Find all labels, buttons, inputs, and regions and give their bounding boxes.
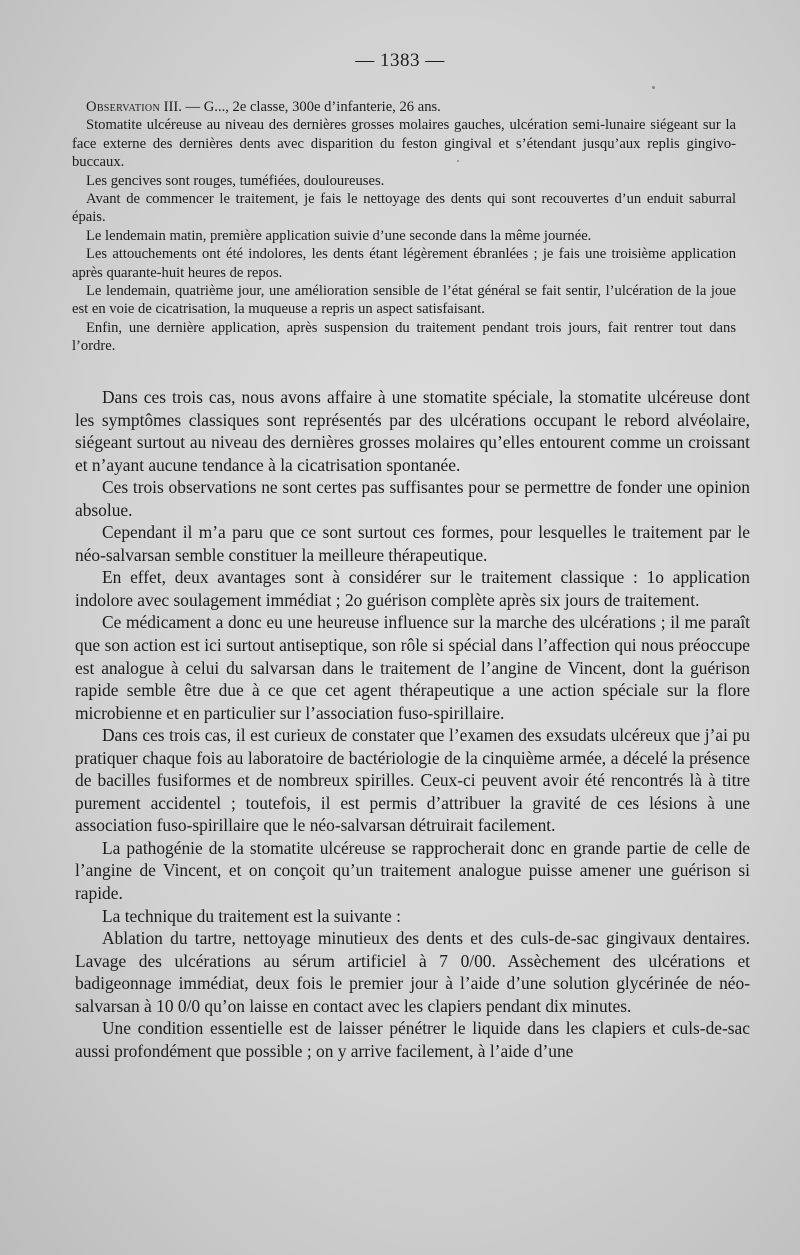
body-paragraph: La pathogénie de la stomatite ulcéreuse se rapprocherait donc en grande partie de celle de l’angine de Vincent, et on conçoit qu’un traitement analogue puisse amener une guérison si rapide.: [75, 837, 750, 904]
paper-speck: [652, 86, 655, 89]
body-paragraph: Dans ces trois cas, il est curieux de constater que l’examen des exsudats ulcéreux que j’ai pu pratiquer chaque fois au laboratoire de bactériologie de la cinquième armée, a décelé la présence de bacilles fusiformes et de nombreux spirilles. Ceux-ci peuvent avoir été rencontrés là à titre purement accidentel ; toutefois, il est permis d’attribuer la gravité de ces lésions à une association fuso-spirillaire que le néo-salvarsan détruirait facilement.: [75, 725, 750, 836]
body-paragraph: En effet, deux avantages sont à considérer sur le traitement classique : 1o application indolore avec soulagement immédiat ; 2o guérison complète après six jours de traitement.: [75, 567, 750, 610]
observation-paragraph: Stomatite ulcéreuse au niveau des dernières grosses molaires gauches, ulcération semi-lunaire siégeant sur la face externe des dernières dents avec disparition du feston gingival et s’étendant jusqu’aux replis gingivo-buccaux.: [72, 117, 736, 171]
observation-block: [72, 98, 736, 356]
observation-label: Observation: [86, 99, 160, 115]
observation-paragraph: Avant de commencer le traitement, je fais le nettoyage des dents qui sont recouvertes d’un enduit saburral épais.: [72, 191, 736, 226]
body-paragraph: Une condition essentielle est de laisser pénétrer le liquide dans les clapiers et culs-de-sac aussi profondément que possible ; on y arrive facilement, à l’aide d’une: [75, 1018, 750, 1061]
observation-paragraph: Le lendemain matin, première application suivie d’une seconde dans la même journée.: [86, 227, 592, 244]
body-paragraph: Cependant il m’a paru que ce sont surtout ces formes, pour lesquelles le traitement par le néo-salvarsan semble constituer la meilleure thérapeutique.: [75, 522, 750, 565]
page-number: — 1383 —: [355, 50, 445, 71]
body-paragraph: Ce médicament a donc eu une heureuse influence sur la marche des ulcérations ; il me paraît que son action est ici surtout antiseptique, son rôle si spécial dans l’affection qui nous préoccupe est analogue à celui du salvarsan dans le traitement de l’angine de Vincent, dont la guérison rapide semble être due à ce que cet agent thérapeutique a une action spéciale sur la flore microbienne et en particulier sur l’association fuso-spirillaire.: [75, 612, 750, 723]
observation-paragraph: Les attouchements ont été indolores, les dents étant légèrement ébranlées ; je fais une troisième application après quarante-huit heures de repos.: [72, 246, 736, 281]
body-paragraph: Dans ces trois cas, nous avons affaire à une stomatite spéciale, la stomatite ulcéreuse dont les symptômes classiques sont représentés par des ulcérations occupant le rebord alvéolaire, siégeant surtout au niveau des dernières grosses molaires qu’elles entourent comme un croissant et n’ayant aucune tendance à la cicatrisation spontanée.: [75, 387, 750, 475]
body-paragraph: Ablation du tartre, nettoyage minutieux des dents et des culs-de-sac gingivaux dentaires. Lavage des ulcérations au sérum artificiel à 7 0/00. Assèchement des ulcérations et badigeonnage immédiat, deux fois le premier jour à l’aide d’une solution glycérinée de néo-salvarsan à 10 0/0 qu’on laisse en contact avec les clapiers pendant dix minutes.: [75, 928, 750, 1016]
observation-heading: [72, 98, 736, 116]
observation-paragraph: Le lendemain, quatrième jour, une amélioration sensible de l’état général se fait sentir, l’ulcération de la joue est en voie de cicatrisation, la muqueuse a repris un aspect satisfaisant.: [72, 283, 736, 318]
observation-paragraph: Enfin, une dernière application, après suspension du traitement pendant trois jours, fait rentrer tout dans l’ordre.: [72, 319, 736, 355]
paper-speck: [457, 160, 459, 162]
main-text: [75, 386, 750, 1062]
observation-paragraph: Les gencives sont rouges, tuméfiées, douloureuses.: [86, 172, 385, 189]
body-paragraph: La technique du traitement est la suivante :: [102, 905, 401, 926]
body-paragraph: Ces trois observations ne sont certes pas suffisantes pour se permettre de fonder une opinion absolue.: [75, 477, 750, 520]
observation-heading-text: III. — G..., 2e classe, 300e d’infanterie, 26 ans.: [159, 99, 441, 115]
